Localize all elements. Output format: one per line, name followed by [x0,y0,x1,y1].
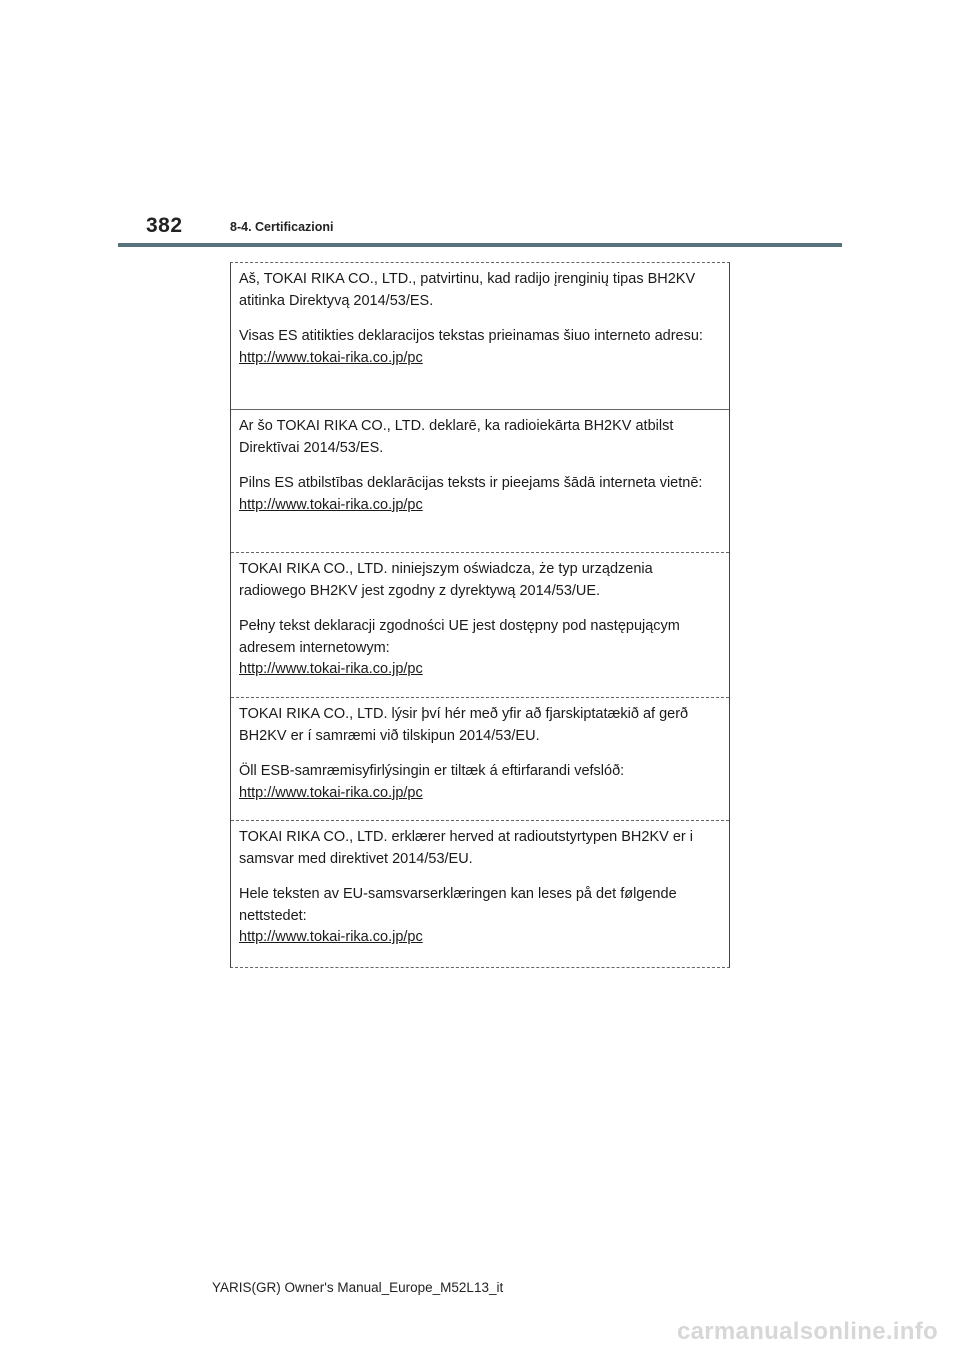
header-rule [118,243,842,247]
footer-manual-id: YARIS(GR) Owner's Manual_Europe_M52L13_it [212,1280,504,1295]
cert-availability: Öll ESB-samræmisyfirlýsingin er tiltæk á eftirfarandi vefslóð: [239,763,625,779]
cert-block-latvian [231,410,729,553]
cert-statement: TOKAI RIKA CO., LTD. lýsir því hér með yfir að fjarskiptatækið af gerð BH2KV er í samræmi við tilskipun 2014/53/EU. [239,706,689,744]
cert-link[interactable]: http://www.tokai-rika.co.jp/pc [239,496,423,513]
watermark: carmanualsonline.info [676,1318,938,1345]
cert-statement: TOKAI RIKA CO., LTD. niniejszym oświadcza, że typ urządzenia radiowego BH2KV jest zgodny z dyrektywą 2014/53/UE. [239,561,653,599]
cert-link[interactable]: http://www.tokai-rika.co.jp/pc [239,929,423,945]
cert-statement: TOKAI RIKA CO., LTD. erklærer herved at radioutstyrtypen BH2KV er i samsvar med direktivet 2014/53/EU. [239,829,693,867]
section-title: 8-4. Certificazioni [230,220,334,234]
certification-box [230,262,730,968]
cert-statement: Ar šo TOKAI RIKA CO., LTD. deklarē, ka radioiekārta BH2KV atbilst Direktīvai 2014/53/ES. [239,418,674,456]
cert-availability: Pełny tekst deklaracji zgodności UE jest dostępny pod następującym adresem internetowym: [239,618,680,656]
page-number: 382 [146,214,183,237]
cert-availability: Hele teksten av EU-samsvarserklæringen kan leses på det følgende nettstedet: [239,886,677,924]
cert-statement: Aš, TOKAI RIKA CO., LTD., patvirtinu, kad radijo įrenginių tipas BH2KV atitinka Direktyvą 2014/53/ES. [239,271,696,309]
cert-link[interactable]: http://www.tokai-rika.co.jp/pc [239,784,423,801]
cert-block-norwegian [231,821,729,967]
cert-block-polish [231,553,729,698]
cert-availability: Visas ES atitikties deklaracijos tekstas prieinamas šiuo interneto adresu: [239,328,703,344]
cert-availability: Pilns ES atbilstības deklarācijas teksts ir pieejams šādā interneta vietnē: [239,475,703,491]
cert-link[interactable]: http://www.tokai-rika.co.jp/pc [239,349,423,366]
cert-block-lithuanian [231,263,729,410]
cert-link[interactable]: http://www.tokai-rika.co.jp/pc [239,661,423,677]
cert-block-icelandic [231,698,729,821]
